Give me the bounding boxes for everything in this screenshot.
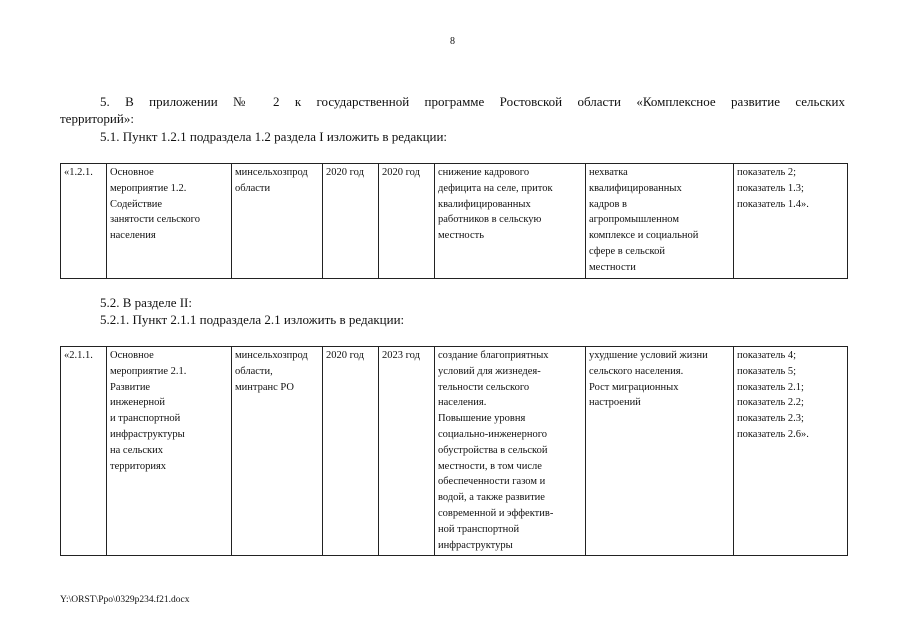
- cell-expected-result: снижение кадрового дефицита на селе, приток квалифицированных работников в сельскую местность: [435, 164, 586, 279]
- cell-executor: минсельхозпрод области, минтранс РО: [232, 347, 323, 556]
- cell-start-year: 2020 год: [323, 164, 379, 279]
- paragraph-5-1: 5.1. Пункт 1.2.1 подраздела 1.2 раздела I изложить в редакции:: [100, 129, 448, 144]
- paragraph-5-2-1: 5.2.1. Пункт 2.1.1 подраздела 2.1 изложить в редакции:: [100, 312, 405, 327]
- paragraph-5-continuation: территорий»:: [60, 111, 134, 126]
- page-number: 8: [450, 36, 455, 47]
- table-row: [61, 347, 848, 556]
- cell-end-year: 2020 год: [379, 164, 435, 279]
- table-point-2-1-1: [60, 346, 848, 556]
- cell-expected-result: создание благоприятных условий для жизнедея- тельности сельского населения. Повышение уровня социально-инженерного обустройства в сельской местности, в том числе обеспеченности газом и водой, а также развитие современной и эффектив- ной транспортной инфраструктуры: [435, 347, 586, 556]
- cell-number: «1.2.1.: [61, 164, 107, 279]
- cell-indicators: показатель 4; показатель 5; показатель 2.1; показатель 2.2; показатель 2.3; показатель 2.6».: [734, 347, 848, 556]
- file-path-footer: Y:\ORST\Ppo\0329p234.f21.docx: [60, 595, 190, 605]
- cell-executor: минсельхозпрод области: [232, 164, 323, 279]
- cell-start-year: 2020 год: [323, 347, 379, 556]
- cell-indicators: показатель 2; показатель 1.3; показатель 1.4».: [734, 164, 848, 279]
- cell-measure-name: Основное мероприятие 2.1. Развитие инженерной и транспортной инфраструктуры на сельских территориях: [107, 347, 232, 556]
- table-point-1-2-1: [60, 163, 848, 279]
- paragraph-5-2: 5.2. В разделе II:: [100, 295, 193, 310]
- cell-consequences: нехватка квалифицированных кадров в агропромышленном комплексе и социальной сфере в сельской местности: [586, 164, 734, 279]
- table-row: [61, 164, 848, 279]
- cell-end-year: 2023 год: [379, 347, 435, 556]
- cell-number: «2.1.1.: [61, 347, 107, 556]
- cell-measure-name: Основное мероприятие 1.2. Содействие занятости сельского населения: [107, 164, 232, 279]
- paragraph-5: 5. В приложении № 2 к государственной программе Ростовской области «Комплексное развитие сельских: [100, 94, 845, 109]
- cell-consequences: ухудшение условий жизни сельского населения. Рост миграционных настроений: [586, 347, 734, 556]
